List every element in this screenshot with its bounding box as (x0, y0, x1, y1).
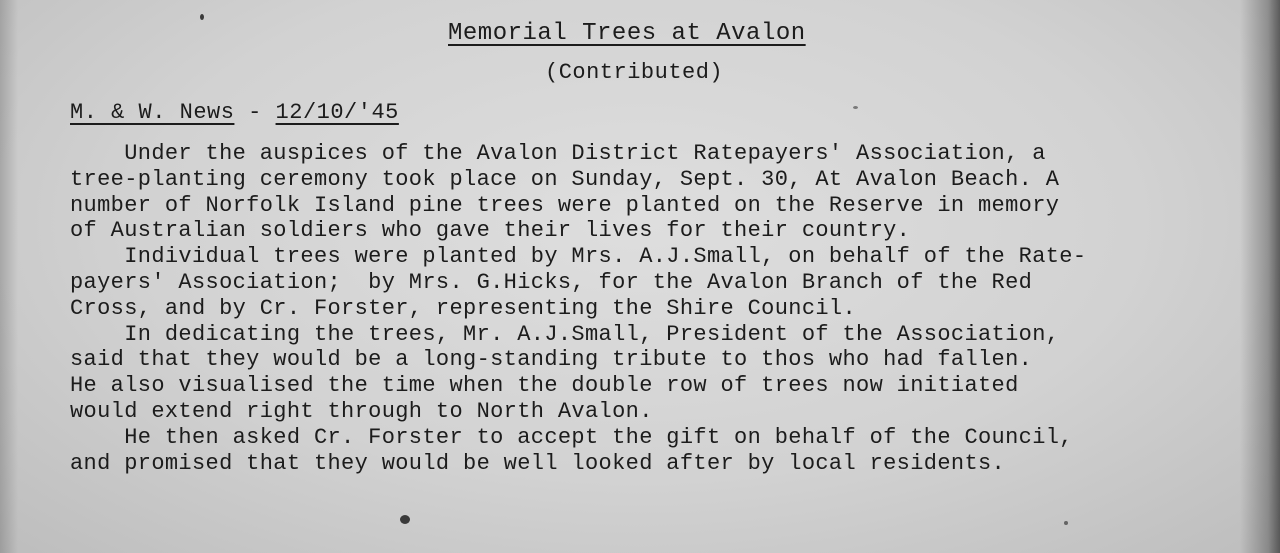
text-line: He then asked Cr. Forster to accept the gift on behalf of the Council, (70, 424, 1073, 450)
text-line: tree-planting ceremony took place on Sunday, Sept. 30, At Avalon Beach. A (70, 166, 1060, 192)
text-line: number of Norfolk Island pine trees were planted on the Reserve in memory (70, 192, 1060, 218)
text-line: Under the auspices of the Avalon District Ratepayers' Association, a (70, 141, 1046, 166)
ink-speck (1064, 521, 1068, 525)
paper-shadow-left (0, 0, 18, 553)
text-line: of Australian soldiers who gave their lives for their country. (70, 218, 911, 244)
citation-separator: - (248, 100, 262, 125)
page-subtitle: (Contributed) (545, 60, 724, 85)
ink-speck (400, 515, 410, 524)
ink-speck (200, 14, 204, 20)
ink-speck (853, 106, 858, 109)
text-line: would extend right through to North Avalon. (70, 398, 653, 424)
text-line: In dedicating the trees, Mr. A.J.Small, President of the Association, (70, 321, 1060, 347)
text-line: and promised that they would be well looked after by local residents. (70, 450, 1006, 476)
publication-name: M. & W. News (70, 100, 235, 125)
text-line: Individual trees were planted by Mrs. A.J.Small, on behalf of the Rate- (70, 244, 1087, 270)
text-line: said that they would be a long-standing tribute to thos who had fallen. (70, 347, 1033, 373)
page-title: Memorial Trees at Avalon (448, 20, 806, 47)
source-citation (70, 100, 399, 125)
text-line: payers' Association; by Mrs. G.Hicks, for the Avalon Branch of the Red (70, 269, 1033, 295)
article-body (70, 141, 1250, 476)
publication-date: 12/10/'45 (275, 100, 399, 125)
text-line: He also visualised the time when the double row of trees now initiated (70, 373, 1019, 399)
text-line: Cross, and by Cr. Forster, representing the Shire Council. (70, 295, 857, 321)
